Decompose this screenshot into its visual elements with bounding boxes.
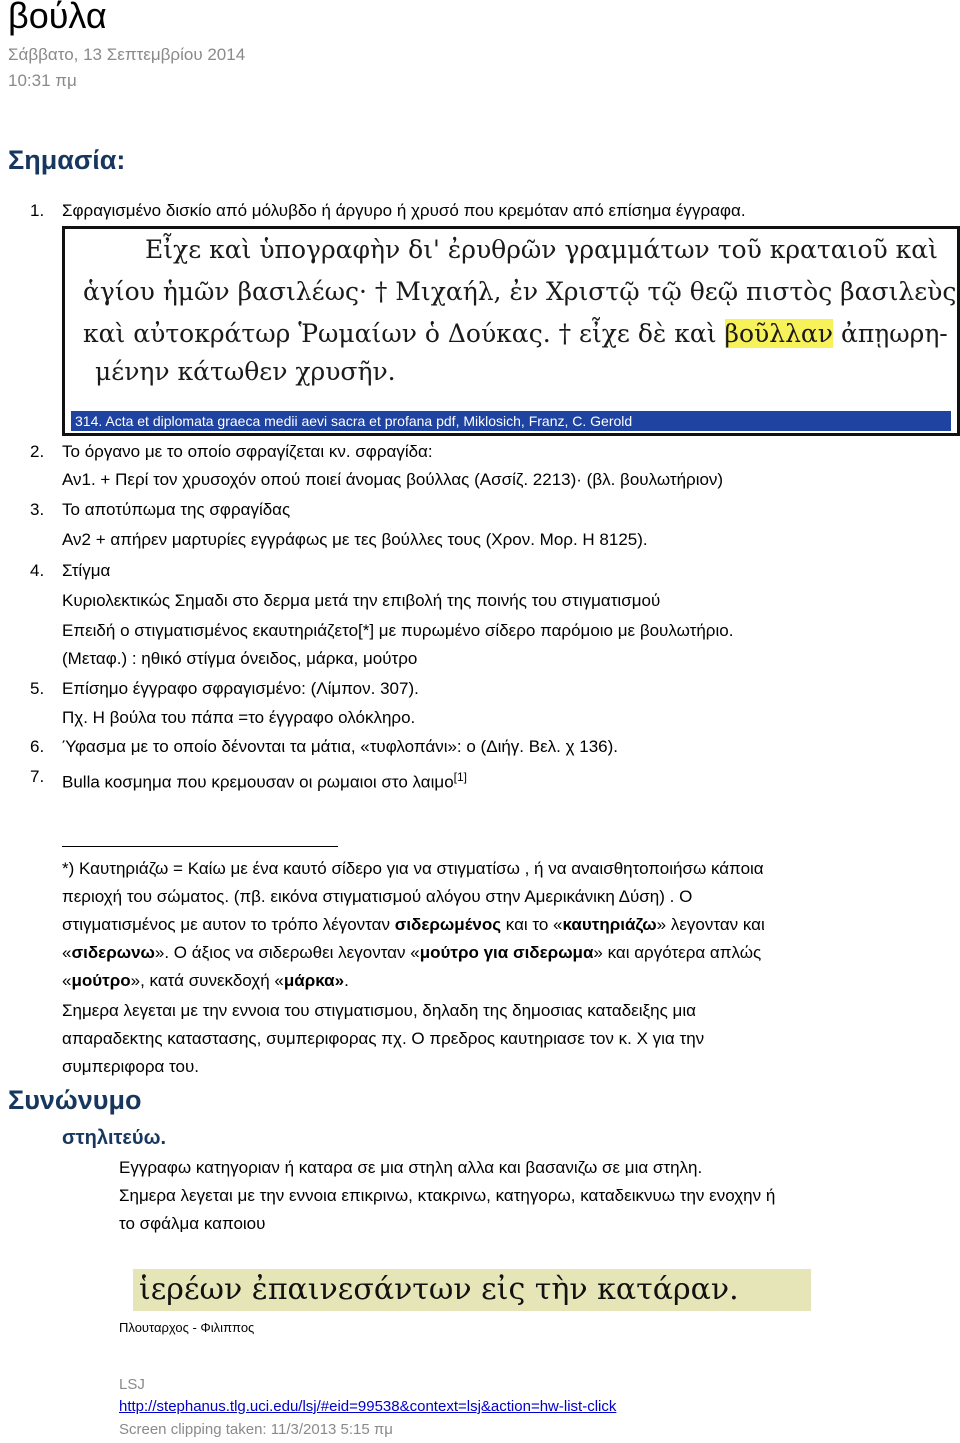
- item-5-number: 5.: [30, 679, 45, 698]
- synonym-line-3: το σφάλμα καποιου: [119, 1214, 266, 1233]
- footnote-line-4: [62, 943, 761, 963]
- item-2-text: Το όργανο με το οποίο σφραγίζεται κν. σφραγίδα:: [62, 442, 433, 461]
- fn4-b: σιδερωνω: [71, 943, 155, 962]
- fn5-e: .: [344, 971, 349, 990]
- scan-line-2: ἁγίου ἡμῶν βασιλέως· † Μιχαήλ, ἐν Χριστῷ τῷ θεῷ πιστὸς βασιλεὺς: [83, 277, 957, 306]
- item-4-text: Στίγμα: [62, 561, 111, 580]
- synonym-word: στηλιτεύω.: [62, 1127, 167, 1149]
- scan-line-1: Εἶχε καὶ ὑπογραφὴν δι' ἐρυθρῶν γραμμάτων τοῦ κραταιοῦ καὶ: [145, 235, 938, 264]
- fn4-a: «: [62, 943, 72, 962]
- synonym-line-2: Σημερα λεγεται με την εννοια επικρινω, κτακρινω, κατηγορω, καταδεικνυω την ενοχην ή: [119, 1186, 776, 1205]
- footnote-para2-line-1: Σημερα λεγεται με την εννοια του στιγματισμου, δηλαδη της δημοσιας καταδειξης μια: [62, 1001, 696, 1020]
- greek-text-scan: [62, 226, 960, 436]
- item-4-sub-1: Κυριολεκτικώς Σημαδι στο δερμα μετά την επιβολή της ποινής του στιγματισμού: [62, 591, 661, 610]
- synonym-line-1: Εγγραφω κατηγοριαν ή καταρα σε μια στηλη αλλα και βασανιζω σε μια στηλη.: [119, 1158, 703, 1177]
- footnote-para2-line-2: απαραδεκτης καταστασης, συμπεριφορας πχ. Ο πρεδρος καυτηριασε τον κ. Χ για την: [62, 1029, 705, 1048]
- item-3-number: 3.: [30, 500, 45, 519]
- item-2-number: 2.: [30, 442, 45, 461]
- scan-line-3-start: καὶ αὐτοκράτωρ Ῥωμαίων ὁ Δούκας. † εἶχε δὲ καὶ: [83, 319, 725, 348]
- scan-line-3-end: ἀπῃωρη-: [833, 319, 948, 348]
- footnote-line-1: *) Καυτηριάζω = Καίω με ένα καυτό σίδερο για να στιγματίσω , ή να αναισθητοποιήσω κάποια: [62, 859, 764, 878]
- item-6-text: Ύφασμα με το οποίο δένονται τα μάτια, «τυφλοπάνι»: ο (Διήγ. Βελ. χ 136).: [62, 737, 619, 756]
- item-4-sub-2: Επειδή ο στιγματισμένος εκαυτηριάζετο[*] με πυρωμένο σίδερο παρόμοιο με βουλωτήριο.: [62, 621, 734, 640]
- footnote-para2-line-3: συμπεριφορα του.: [62, 1057, 199, 1076]
- footnote-line-2: περιοχή του σώματος. (πβ. εικόνα στιγματισμού αλόγου στην Αμερικάνικη Δύση) . Ο: [62, 887, 693, 906]
- fn3-b: σιδερωμένος: [394, 915, 502, 934]
- item-2-sub: Αν1. + Περί τον χρυσοχόν οπού ποιεί άνομας βούλλας (Ασσίζ. 2213)· (βλ. βουλωτήριον): [62, 470, 724, 489]
- item-4-number: 4.: [30, 561, 45, 580]
- fn3-a: στιγματισμένος με αυτον το τρόπο λέγονταν: [62, 915, 395, 934]
- footnote-separator: [62, 846, 338, 847]
- fn3-c: και το «: [501, 915, 563, 934]
- source-label: LSJ: [119, 1376, 145, 1393]
- fn5-d: μάρκα»: [283, 971, 345, 990]
- page-title: βούλα: [8, 0, 107, 36]
- scan-line-3: [83, 319, 948, 348]
- plutarch-caption: Πλουταρχος - Φιλιππος: [119, 1320, 255, 1335]
- item-1-number: 1.: [30, 201, 45, 220]
- fn5-b: μούτρο: [71, 971, 131, 990]
- meaning-heading: Σημασία:: [8, 145, 126, 175]
- fn4-c: ». Ο άξιος να σιδερωθει λεγονταν «: [154, 943, 420, 962]
- item-6-number: 6.: [30, 737, 45, 756]
- footnote-ref[interactable]: [1]: [453, 770, 467, 784]
- item-3-text: Το αποτύπωμα της σφραγίδας: [62, 500, 291, 519]
- synonyms-heading: Συνώνυμο: [8, 1085, 142, 1115]
- scan-caption-bar: 314. Acta et diplomata graeca medii aevi sacra et profana pdf, Miklosich, Franz, C. Gerold: [71, 411, 951, 431]
- fn5-c: », κατά συνεκδοχή «: [130, 971, 284, 990]
- fn3-d: καυτηριάζω: [562, 915, 657, 934]
- item-5-text: Επίσημο έγγραφο σφραγισμένο: (Λίμπον. 307).: [62, 679, 419, 698]
- footnote-line-5: [62, 971, 349, 991]
- item-4-sub-3: (Μεταφ.) : ηθικό στίγμα όνειδος, μάρκα, μούτρο: [62, 649, 418, 668]
- screen-clipping-note: Screen clipping taken: 11/3/2013 5:15 πμ: [119, 1421, 393, 1438]
- item-7-body: Bulla κοσμημα που κρεμουσαν οι ρωμαιοι στο λαιμο: [62, 772, 454, 792]
- item-7-text: [62, 767, 467, 793]
- item-5-sub: Πχ. Η βούλα του πάπα =το έγγραφο ολόκληρο.: [62, 708, 416, 727]
- plutarch-scan: ἱερέων ἐπαινεσάντων εἰς τὴν κατάραν.: [133, 1269, 811, 1311]
- footnote-line-3: [62, 915, 765, 935]
- fn4-e: » και αργότερα απλώς: [593, 943, 762, 962]
- source-link[interactable]: http://stephanus.tlg.uci.edu/lsj/#eid=99538&context=lsj&action=hw-list-click: [119, 1398, 617, 1415]
- item-3-sub: Αν2 + απήρεν μαρτυρίες εγγράφως με τες βούλλες τους (Χρον. Μορ. Η 8125).: [62, 530, 648, 549]
- page-date: Σάββατο, 13 Σεπτεμβρίου 2014: [8, 45, 246, 64]
- item-7-number: 7.: [30, 767, 45, 786]
- fn5-a: «: [62, 971, 72, 990]
- page-time: 10:31 πμ: [8, 71, 77, 90]
- scan-line-4: μένην κάτωθεν χρυσῆν.: [95, 357, 396, 386]
- scan-highlight-voullan: βοῦλλαν: [724, 319, 833, 348]
- item-1-text: Σφραγισμένο δισκίο από μόλυβδο ή άργυρο ή χρυσό που κρεμόταν από επίσημα έγγραφα.: [62, 201, 746, 220]
- fn4-d: μούτρο για σιδερωμα: [419, 943, 594, 962]
- fn3-e: » λεγονταν και: [656, 915, 765, 934]
